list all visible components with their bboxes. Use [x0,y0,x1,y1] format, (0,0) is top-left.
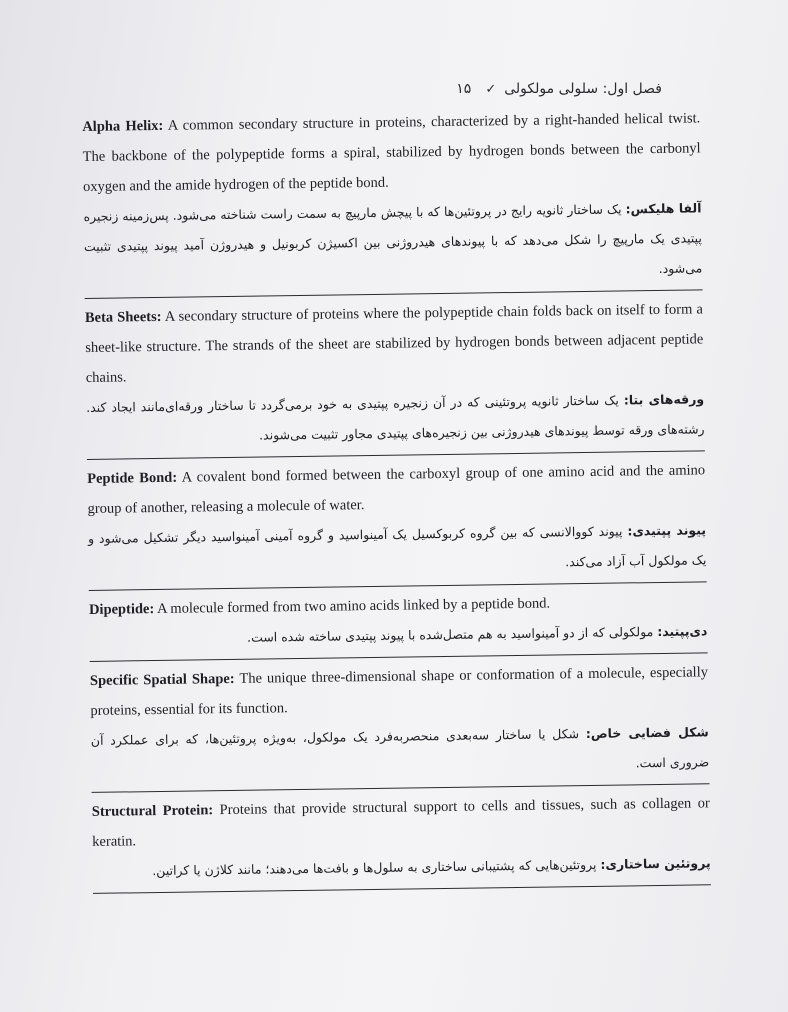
fa-definition-text: شکل یا ساختار سه‌بعدی منحصربه‌فرد یک مولکول، به‌ویژه پروتئین‌ها، که برای عملکرد آن ضروری است. [90,726,710,771]
page-number: ۱۵ [456,81,472,97]
glossary-entry-peptide-bond [87,451,707,591]
english-definition [92,788,711,857]
glossary-entry-dipeptide [89,582,708,662]
fa-definition-text: یک ساختار ثانویه پروتئینی که در آن زنجیره پپتیدی به خود برمی‌گردد تا ساختار ورقه‌ای‌مانند ایجاد کند. رشته‌های ورقه توسط پیوندهای هیدروژنی بین زنجیره‌های پپتیدی مجاور تثبیت می‌شوند. [86,392,705,443]
check-mark-icon: ✓ [485,81,497,97]
fa-definition-text: یک ساختار ثانویه رایج در پروتئین‌ها که با پیچش مارپیچ به سمت راست شناخته می‌شود. پس‌زمینه زنجیره پپتیدی یک مارپیچ را شکل می‌دهد که با پیوندهای هیدروژنی بین اکسیژن کربونیل و هیدروژن آمید پیوند پپتیدی تثبیت می‌شود. [83,201,703,276]
definition-text: The unique three-dimensional shape or conformation of a molecule, especially proteins, essential for its function. [90,664,709,719]
english-definition [87,455,706,524]
fa-term: ورقه‌های بتا: [623,391,705,408]
definition-text: A common secondary structure in proteins, characterized by a right-handed helical twist. The backbone of the polypeptide forms a spiral, stabilized by hydrogen bonds between the carbonyl oxygen and the amide hydrogen of the peptide bond. [82,110,701,195]
term: Structural Protein: [91,802,214,820]
term: Peptide Bond: [87,469,178,487]
english-definition [90,657,709,726]
fa-definition-text: مولکولی که از دو آمینواسید به هم متصل‌شده با پیوند پپتیدی ساخته شده است. [246,624,658,645]
fa-term: پیوند پپتیدی: [627,522,707,539]
term: Alpha Helix: [82,117,164,135]
fa-definition-text: پروتئین‌هایی که پشتیبانی ساختاری به سلول‌ها و بافت‌ها می‌دهند؛ مانند کلاژن یا کراتین. [152,856,601,879]
definition-text: A secondary structure of proteins where the polypeptide chain folds back on itself to form a sheet-like structure. The strands of the sheet are stabilized by hydrogen bonds between adjacent peptide chains. [85,301,704,386]
fa-term: آلفا هلیکس: [625,200,702,217]
fa-term: شکل فضایی خاص: [585,724,709,742]
fa-term: دی‌پپتید: [657,623,708,640]
chapter-title: فصل اول: سلولی مولکولی [504,81,662,97]
glossary-entry-alpha-helix [82,99,703,299]
term: Specific Spatial Shape: [89,670,235,689]
term: Beta Sheets: [84,308,162,326]
english-definition [85,294,704,393]
glossary-list [82,99,711,894]
fa-term: پروتئین ساختاری: [600,855,711,872]
definition-text: A molecule formed from two amino acids linked by a peptide bond. [154,595,551,618]
glossary-entry-specific-spatial-shape [90,653,710,793]
fa-definition-text: پیوند کووالانسی که بین گروه کربوکسیل یک آمینواسید و گروه آمینی آمینواسید دیگر تشکیل می‌شود و یک مولکول آب آزاد می‌کند. [87,523,707,570]
english-definition [82,103,701,202]
term: Dipeptide: [88,601,155,618]
persian-definition [88,515,707,584]
persian-definition [83,193,702,292]
definition-text: A covalent bond formed between the carboxyl group of one amino acid and the amino group of another, releasing a molecule of water. [87,462,706,517]
definition-text: Proteins that provide structural support to cells and tissues, such as collagen or keratin. [92,795,710,850]
glossary-entry-beta-sheets [85,290,705,460]
running-header [80,76,662,102]
glossary-entry-structural-protein [92,784,711,894]
persian-definition [86,384,705,453]
persian-definition [91,717,710,786]
